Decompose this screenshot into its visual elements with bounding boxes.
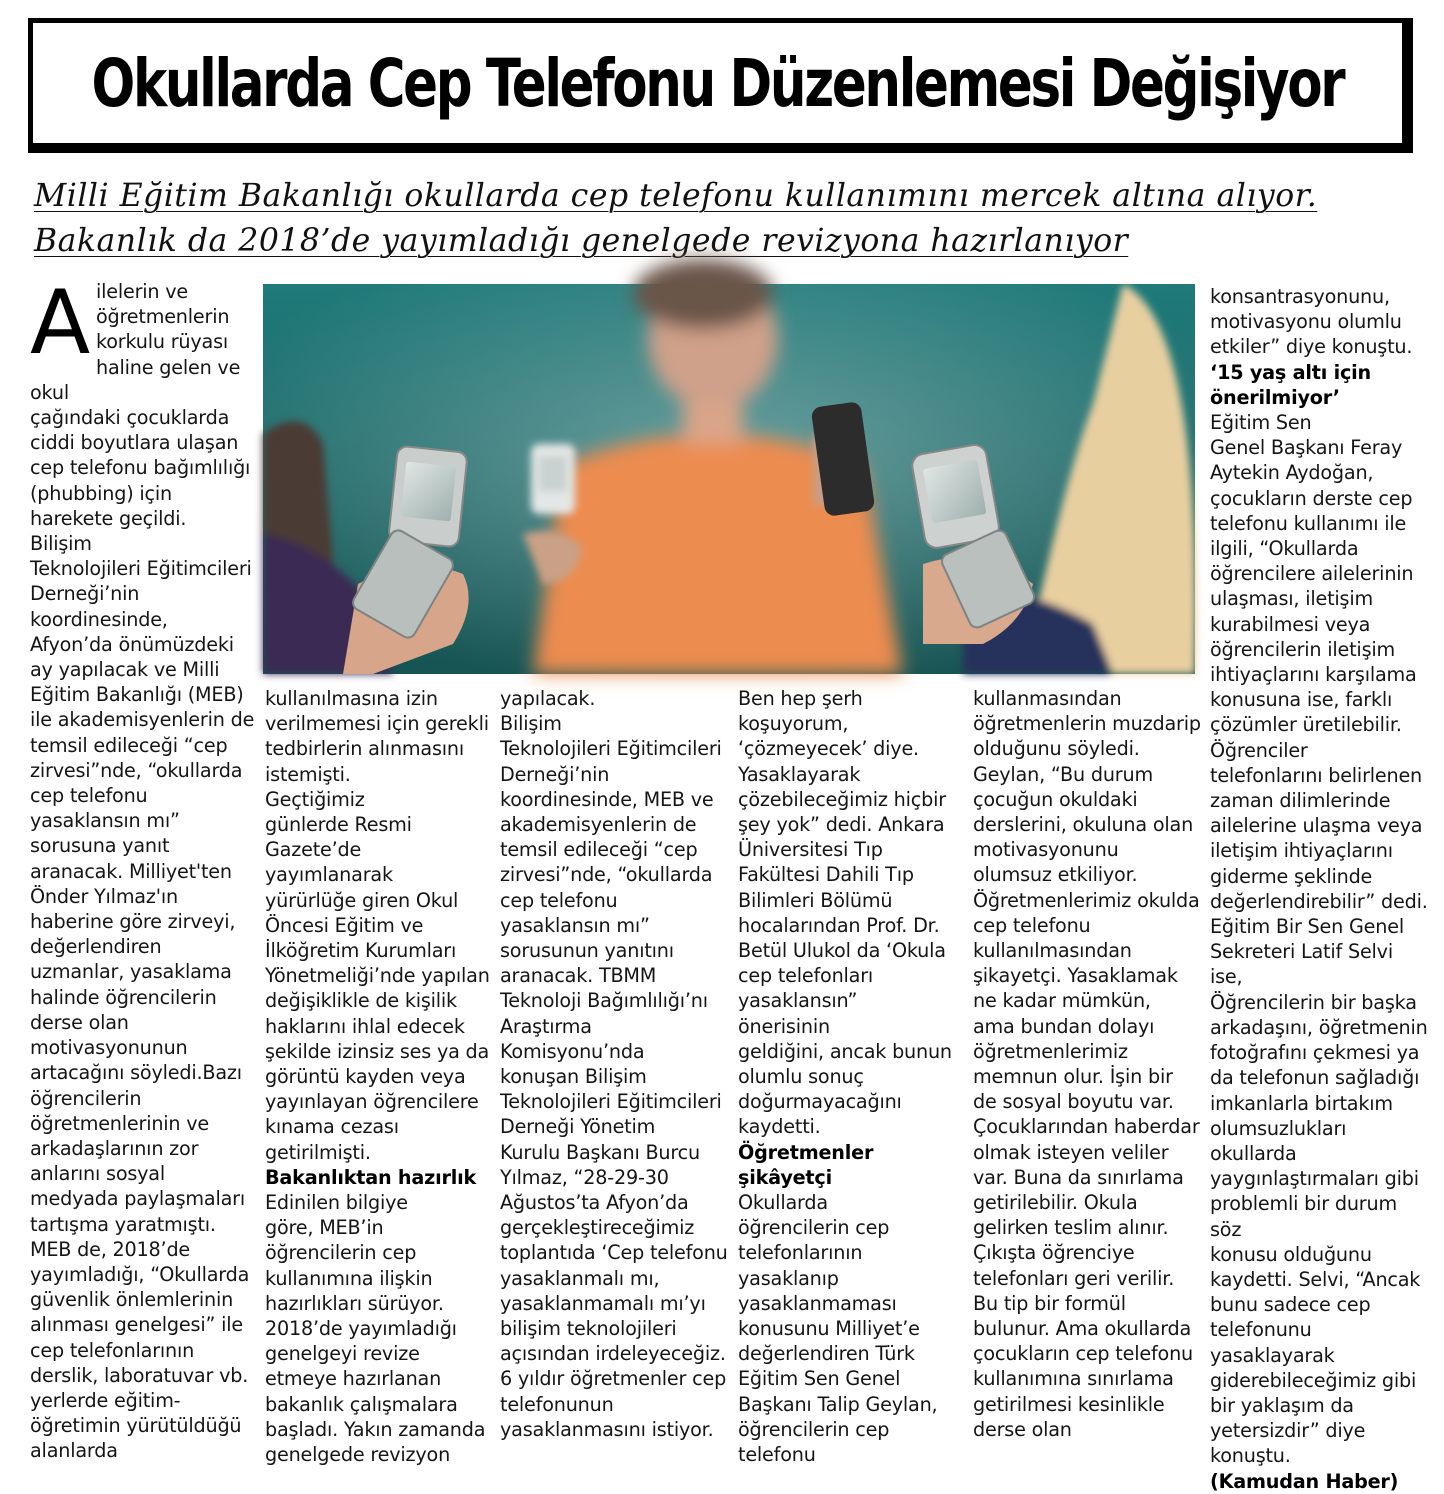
dropcap: A [30,271,90,374]
column-4-text-2: Okullarda öğrencilerin cep telefonlarının yasaklanıp yasaklanmaması konusunu Milliyet’e değerlendiren Türk Eğitim Sen Genel Başkanı Talip Geylan, öğrencilerin cep telefonu [738,1191,938,1467]
headline-box [28,18,1413,153]
subheadline-line-1: Milli Eğitim Bakanlığı okullarda cep telefonu kullanımını mercek altına alıyor. [34,178,1318,214]
subheadline-line-2: Bakanlık da 2018’de yayımladığı genelgede revizyona hazırlanıyor [34,223,1129,259]
column-2-text-1: kullanılmasına izin verilmemesi için gerekli tedbirlerin alınmasını istemişti. Geçtiğimiz günlerde Resmi Gazete’de yayımlanarak yürürlüğe giren Okul Öncesi Eğitim ve İlköğretim Kurumları Yönetmeliği’nde yapılan değişiklikle de kişilik haklarını ihlal edecek şekilde izinsiz ses ya da görüntü kayden veya yayınlayan öğrencilere kınama cezası getirilmişti. [265,687,490,1164]
article-column-5 [973,686,1201,1444]
column-3-text: yapılacak. Bilişim Teknolojileri Eğitimcileri Derneği’nin koordinesinde, MEB ve akademisyenlerin de temsil edileceği “cep zirvesi”nde, “okullarda cep telefonu yasaklansın mı” sorusunun yanıtını aranacak. TBMM Teknoloji Bağımlılığı’nı Araştırma Komisyonu’nda konuşan Bilişim Teknolojileri Eğitimcileri Derneği Yönetim Kurulu Başkanı Burcu Yılmaz, “28-29-30 Ağustos’ta Afyon’da gerçekleştireceğimiz toplantıda ‘Cep telefonu yasaklanmalı mı, yasaklanmamalı mı’yı bilişim teknolojileri açısından irdeleyeceğiz. 6 yıldır öğretmenler cep telefonunun yasaklanmasını istiyor. [500,687,728,1441]
subheading-bakanliktan-hazirlik: Bakanlıktan hazırlık [265,1165,477,1189]
article-column-3 [500,686,732,1444]
article-column-1 [30,271,255,1463]
column-1-text: ilelerin ve öğretmenlerin korkulu rüyası haline gelen ve okul çağındaki çocuklarda ciddi boyutlara ulaşan cep telefonu bağımlılığı (phubbing) için harekete geçildi. Bilişim Teknolojileri Eğitimcileri Derneği’nin koordinesinde, Afyon’da önümüzdeki ay yapılacak ve Milli Eğitim Bakanlığı (MEB) ile akademisyenlerin de temsil edileceği “cep zirvesi”nde, “okullarda cep telefonu yasaklansın mı” sorusuna yanıt aranacak. Milliyet'ten Önder Yılmaz'ın haberine göre zirveyi, değerlendiren uzmanlar, yasaklama halinde öğrencilerin derse olan motivasyonunun artacağını söyledi.Bazı öğrencilerin öğretmenlerinin ve arkadaşlarının zor anlarını sosyal medyada paylaşmaları tartışma yaratmıştı. MEB de, 2018’de yayımladığı, “Okullarda güvenlik önlemlerinin alınması genelgesi” ile cep telefonlarının derslik, laboratuvar vb. yerlerde eğitim- öğretimin yürütüldüğü alanlarda [30,280,255,1463]
column-5-text: kullanmasından öğretmenlerin muzdarip olduğunu söyledi. Geylan, “Bu durum çocuğun okuldaki derslerini, okuluna olan motivasyonunu olumsuz etkiliyor. Öğretmenlerimiz okulda cep telefonu kullanılmasından şikayetçi. Yasaklamak ne kadar mümkün, ama bundan dolayı öğretmenlerimiz memnun olur. İşin bir de sosyal boyutu var. Çocuklarından haberdar olmak isteyen veliler var. Buna da sınırlama getirilebilir. Okula gelirken teslim alınır. Çıkışta öğrenciye telefonları geri verilir. Bu tip bir formül bulunur. Ama okullarda çocukların cep telefonu kullanımına sınırlama getirilmesi kesinlikle derse olan [973,687,1201,1441]
photo-students-with-phones [263,284,1195,674]
headline: Okullarda Cep Telefonu Düzenlemesi Değişiyor [91,44,1344,122]
source-credit: (Kamudan Haber) [1210,1469,1399,1493]
column-2-text-2: Edinilen bilgiye göre, MEB’in öğrencilerin cep kullanımına ilişkin hazırlıkları sürüyor. 2018’de yayımladığı genelgeyi revize etmeye hazırlanan bakanlık çalışmalara başladı. Yakın zamanda genelgede revizyon [265,1191,486,1467]
column-6-text-2: Eğitim Sen Genel Başkanı Feray Aytekin Aydoğan, çocukların derste cep telefonu kullanımı ile ilgili, “Okullarda öğrencilere ailelerinin ulaşması, iletişim kurabilmesi veya öğrencilerin iletişim ihtiyaçlarını karşılama konusuna ise, farklı çözümler üretilebilir. Öğrenciler telefonlarını belirlenen zaman dilimlerinde ailelerine ulaşma veya iletişim ihtiyaçlarını giderme şeklinde değerlendirebilir” dedi. Eğitim Bir Sen Genel Sekreteri Latif Selvi ise, Öğrencilerin bir başka arkadaşını, öğretmenin fotoğrafını çekmesi ya da telefonun sağladığı imkanlarla birtakım olumsuzlukları okullarda yaygınlaştırmaları gibi problemli bir durum söz konusu olduğunu kaydetti. Selvi, “Ancak bunu sadece cep telefonunu yasaklayarak giderebileceğimiz gibi bir yaklaşım da yetersizdir” diye konuştu. [1210,411,1428,1468]
article-column-2 [265,686,490,1467]
column-6-text-1: konsantrasyonunu, motivasyonu olumlu etkiler” diye konuştu. [1210,285,1413,359]
column-4-text-1: Ben hep şerh koşuyorum, ‘çözmeyecek’ diye. Yasaklayarak çözebileceğimiz hiçbir şey yok” dedi. Ankara Üniversitesi Tıp Fakültesi Dahili Tıp Bilimleri Bölümü hocalarından Prof. Dr. Betül Ulukol da ‘Okula cep telefonları yasaklansın” önerisinin geldiğini, ancak bunun olumlu sonuç doğurmayacağını kaydetti. [738,687,952,1139]
subheading-15-yas-alti: ‘15 yaş altı için önerilmiyor’ [1210,360,1371,409]
phone-2 [531,444,575,514]
article-column-4 [738,686,954,1467]
subheading-ogretmenler-sikayetci: Öğretmenler şikâyetçi [738,1140,874,1189]
article-column-6 [1210,284,1430,1493]
